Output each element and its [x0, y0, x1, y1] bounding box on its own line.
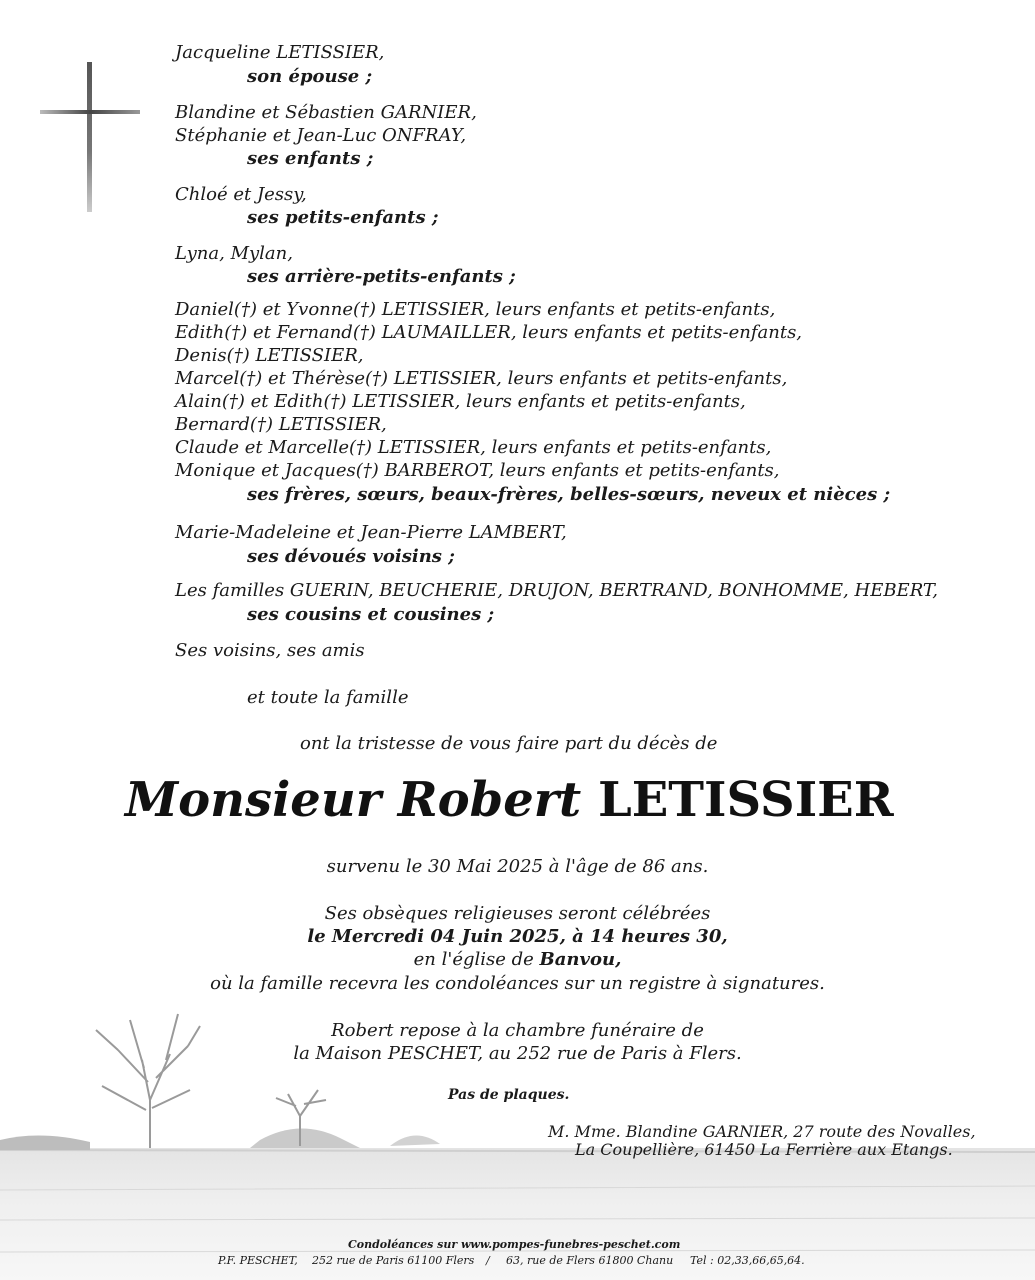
family-address: La Coupellière, 61450 La Ferrière aux Etangs.: [575, 1140, 953, 1159]
death-info: survenu le 30 Mai 2025 à l'âge de 86 ans.: [326, 856, 709, 877]
relative-role: ses arrière-petits-enfants ;: [247, 266, 516, 287]
footer-address-chanu: 63, rue de Flers 61800 Chanu: [506, 1254, 674, 1267]
relative-name: Claude et Marcelle(†) LETISSIER, leurs enfants et petits-enfants,: [175, 437, 772, 458]
relative-name: Les familles GUERIN, BEUCHERIE, DRUJON, BERTRAND, BONHOMME, HEBERT,: [175, 580, 939, 601]
footer-condolences: Condoléances sur www.pompes-funebres-peschet.com: [348, 1238, 681, 1251]
relative-role: ses dévoués voisins ;: [247, 546, 455, 567]
relative-name: Alain(†) et Edith(†) LETISSIER, leurs enfants et petits-enfants,: [175, 391, 746, 412]
footer-address-flers: 252 rue de Paris 61100 Flers: [312, 1254, 475, 1267]
announcement-line: ont la tristesse de vous faire part du décès de: [300, 733, 718, 754]
relative-name: Edith(†) et Fernand(†) LAUMAILLER, leurs enfants et petits-enfants,: [175, 322, 803, 343]
footer-phone: Tel : 02,33,66,65,64.: [690, 1254, 805, 1267]
relative-name: Monique et Jacques(†) BARBEROT, leurs enfants et petits-enfants,: [175, 460, 780, 481]
no-plaques-note: Pas de plaques.: [448, 1087, 570, 1103]
relative-name: Jacqueline LETISSIER,: [175, 42, 385, 63]
deceased-surname: LETISSIER: [597, 772, 894, 828]
deceased-prefix: Monsieur Robert: [125, 772, 582, 828]
cross-icon: [40, 62, 140, 212]
church-prefix: en l'église de: [413, 949, 534, 970]
rest-line: Robert repose à la chambre funéraire de: [331, 1020, 704, 1041]
funeral-church: [0, 949, 1035, 971]
rest-line: la Maison PESCHET, au 252 rue de Paris à Flers.: [293, 1043, 742, 1064]
relative-name: Stéphanie et Jean-Luc ONFRAY,: [175, 125, 467, 146]
family-line: et toute la famille: [247, 687, 409, 708]
funeral-line: Ses obsèques religieuses seront célébrées: [324, 903, 711, 924]
funeral-date: le Mercredi 04 Juin 2025, à 14 heures 30,: [307, 926, 728, 947]
friends-line: Ses voisins, ses amis: [175, 640, 365, 661]
condolences-line: où la famille recevra les condoléances sur un registre à signatures.: [210, 973, 825, 994]
relative-name: Daniel(†) et Yvonne(†) LETISSIER, leurs enfants et petits-enfants,: [175, 299, 776, 320]
relative-role: ses petits-enfants ;: [247, 207, 439, 228]
relative-name: Denis(†) LETISSIER,: [175, 345, 364, 366]
relative-name: Marcel(†) et Thérèse(†) LETISSIER, leurs enfants et petits-enfants,: [175, 368, 788, 389]
relative-role: ses frères, sœurs, beaux-frères, belles-sœurs, neveux et nièces ;: [247, 484, 891, 505]
relative-name: Bernard(†) LETISSIER,: [175, 414, 387, 435]
footer-company: P.F. PESCHET,: [218, 1254, 298, 1267]
family-address: M. Mme. Blandine GARNIER, 27 route des Novalles,: [548, 1122, 976, 1141]
footer-separator: /: [486, 1254, 490, 1267]
relative-name: Chloé et Jessy,: [175, 184, 307, 205]
relative-name: Lyna, Mylan,: [175, 243, 293, 264]
relative-role: son épouse ;: [247, 66, 373, 87]
relative-name: Marie-Madeleine et Jean-Pierre LAMBERT,: [175, 522, 567, 543]
relative-name: Blandine et Sébastien GARNIER,: [175, 102, 477, 123]
church-name: Banvou,: [539, 949, 622, 970]
relative-role: ses cousins et cousines ;: [247, 604, 495, 625]
deceased-name: [125, 770, 894, 830]
relative-role: ses enfants ;: [247, 148, 374, 169]
